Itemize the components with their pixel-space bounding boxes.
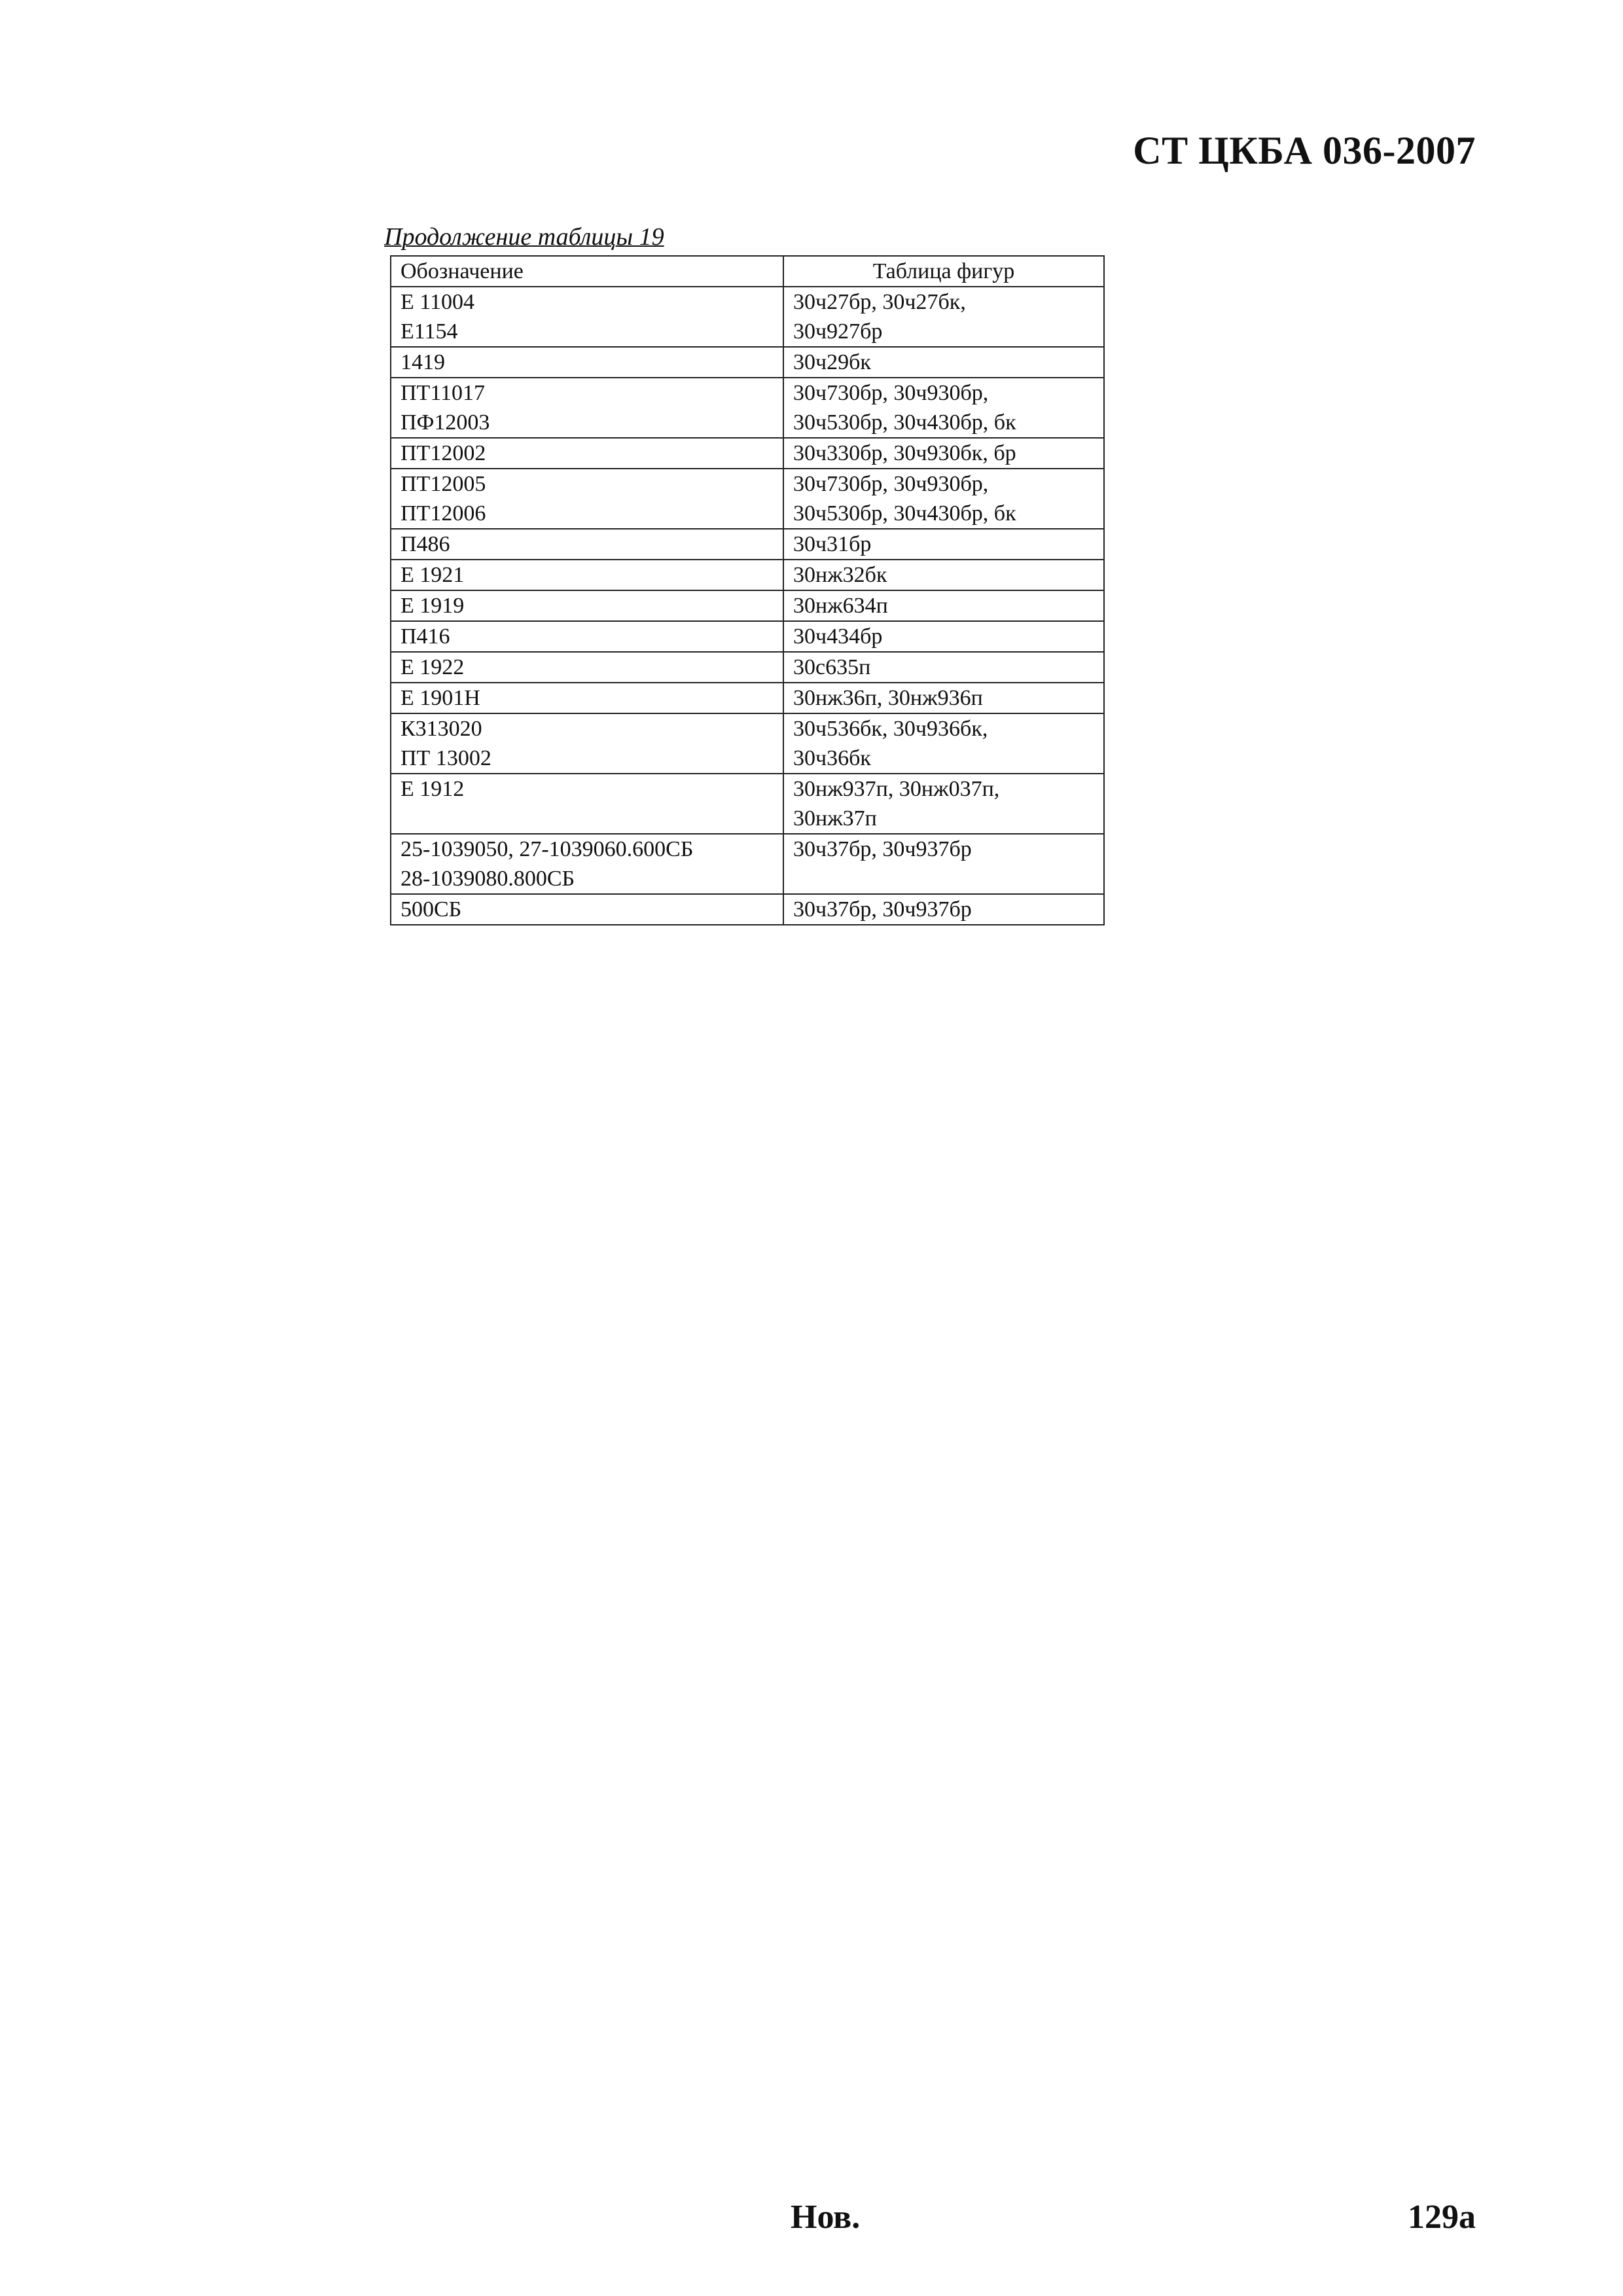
table-row	[391, 469, 1104, 529]
table-row	[391, 438, 1104, 469]
table-row	[391, 774, 1104, 834]
table-header-row	[391, 256, 1104, 287]
designation-cell: 500СБ	[391, 894, 783, 925]
designation-cell: 25-1039050, 27-1039060.600СБ 28-1039080.800СБ	[391, 834, 783, 894]
figures-cell: 30нж32бк	[783, 560, 1104, 590]
table-row	[391, 287, 1104, 347]
designation-cell: Е 1922	[391, 652, 783, 683]
figures-cell: 30ч37бр, 30ч937бр	[783, 834, 1104, 894]
figures-cell: 30нж634п	[783, 590, 1104, 621]
designation-cell: ПТ11017 ПФ12003	[391, 378, 783, 438]
figures-cell: 30ч31бр	[783, 529, 1104, 560]
figures-cell: 30нж36п, 30нж936п	[783, 683, 1104, 713]
figures-cell: 30нж937п, 30нж037п, 30нж37п	[783, 774, 1104, 834]
figures-cell: 30ч29бк	[783, 347, 1104, 378]
document-code: СТ ЦКБА 036-2007	[1133, 129, 1476, 172]
figures-cell: 30ч434бр	[783, 621, 1104, 652]
table-row	[391, 621, 1104, 652]
designation-cell: Е 1901Н	[391, 683, 783, 713]
table-row	[391, 683, 1104, 713]
table-row	[391, 713, 1104, 774]
table-row	[391, 652, 1104, 683]
designation-cell: ПТ12002	[391, 438, 783, 469]
figures-cell: 30ч536бк, 30ч936бк, 30ч36бк	[783, 713, 1104, 774]
figures-cell: 30ч730бр, 30ч930бр, 30ч530бр, 30ч430бр, бк	[783, 378, 1104, 438]
figures-cell: 30ч27бр, 30ч27бк, 30ч927бр	[783, 287, 1104, 347]
column-header-figures: Таблица фигур	[783, 256, 1104, 287]
designation-cell: Е 1921	[391, 560, 783, 590]
designation-cell: Е 1919	[391, 590, 783, 621]
figures-cell: 30ч330бр, 30ч930бк, бр	[783, 438, 1104, 469]
table-row	[391, 529, 1104, 560]
figures-cell: 30с635п	[783, 652, 1104, 683]
designation-cell: Е 1912	[391, 774, 783, 834]
figures-table	[390, 255, 1105, 925]
designation-cell: Е 11004 Е1154	[391, 287, 783, 347]
designation-cell: П416	[391, 621, 783, 652]
table-row	[391, 590, 1104, 621]
figures-cell: 30ч37бр, 30ч937бр	[783, 894, 1104, 925]
footer-mark: Нов.	[791, 2198, 861, 2236]
page-number: 129а	[1408, 2198, 1476, 2236]
table-row	[391, 834, 1104, 894]
table-row	[391, 894, 1104, 925]
designation-cell: К313020 ПТ 13002	[391, 713, 783, 774]
table-row	[391, 347, 1104, 378]
table-caption: Продолжение таблицы 19	[384, 223, 664, 251]
figures-cell: 30ч730бр, 30ч930бр, 30ч530бр, 30ч430бр, бк	[783, 469, 1104, 529]
column-header-designation: Обозначение	[391, 256, 783, 287]
designation-cell: П486	[391, 529, 783, 560]
table-row	[391, 560, 1104, 590]
designation-cell: ПТ12005 ПТ12006	[391, 469, 783, 529]
designation-cell: 1419	[391, 347, 783, 378]
table-row	[391, 378, 1104, 438]
